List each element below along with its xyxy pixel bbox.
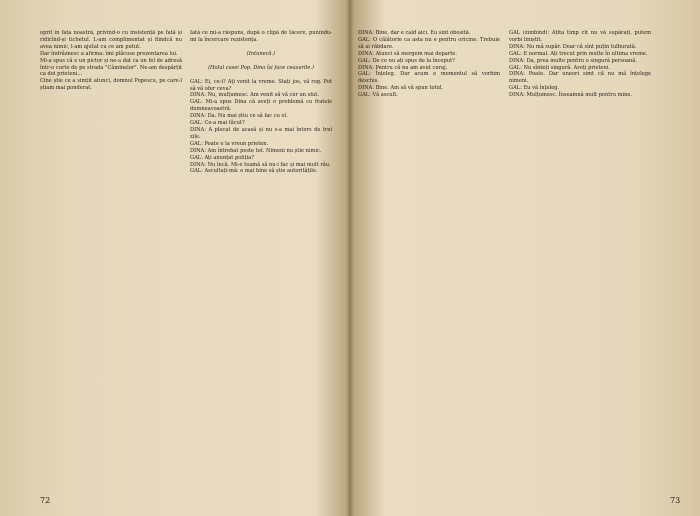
left-page (0, 0, 348, 516)
paragraph: Iată ce mi-a răspuns, după o clipă de tăcere, punîndu-mi la încercare rezistența. (190, 30, 332, 43)
dialogue-line: DINA: A plecat de acasă și nu s-a mai întors de trei zile. (190, 126, 332, 140)
dialogue-line: DINA: Nu mă supăr. Doar că sînt puțin tulburată. (509, 43, 637, 50)
paragraph: Mi-a spus că e un pictor și ne-a dat ca un fel de adresă într-o curte de pe strada "Căminelor". Ne-am despărțit ca doi prieteni... (40, 57, 182, 78)
dialogue-line: DINA: Nu încă. Mi-e teamă să nu-i fac și mai mult rău. (190, 161, 331, 168)
dialogue-line: GAL: O călătorie ca asta nu e pentru oricine. Trebuie să ai răbdare. (358, 36, 500, 50)
right-column-2 (509, 30, 651, 498)
dialogue-line: GAL: Înțeleg. Dar acum e momentul să vorbim deschis. (358, 71, 500, 85)
dialogue-line: GAL: Ce-a mai făcut? (190, 120, 245, 127)
paragraph: Cine știe ce a simțit atunci, domnul Popescu, pe care-l știam mai ponderat. (40, 78, 182, 92)
dialogue-line: GAL: De ce nu ați spus de la început? (358, 57, 455, 64)
page-number-left: 72 (40, 496, 51, 505)
paragraph: oprit în fața noastră, privind-o cu insistență pe fată și ridicînd-și tichetul. L-am complimentat și fiindcă nu avea nimic, l-am ajutat cu ce am putut. (40, 30, 182, 50)
dialogue-line: GAL: Nu sînteți singură. Aveți prieteni. (509, 64, 611, 71)
left-column-2 (190, 30, 332, 498)
stage-direction: (Holul casei Pop. Dina își face ceasurile.) (208, 64, 314, 71)
left-column-1 (40, 30, 182, 498)
stage-direction: (Intunecă.) (246, 50, 276, 57)
dialogue-line: GAL: Poate e la vreun prieten. (190, 140, 269, 147)
paragraph: Dar îndrăznesc a afirma: îmi plăcuse prezentarea lui. (40, 50, 178, 57)
dialogue-line: DINA: Mulțumesc. Înseamnă mult pentru mine. (509, 92, 633, 99)
dialogue-line: DINA: Pentru că nu am avut curaj. (358, 64, 448, 71)
dialogue-line: GAL: Ați anunțat poliția? (190, 154, 255, 161)
dialogue-line: GAL: Vă ascult. (358, 92, 398, 99)
dialogue-line: DINA: Am întrebat peste tot. Nimeni nu știe nimic. (190, 147, 322, 154)
dialogue-line: GAL: Ei, ce-i? Ați venit la vreme. Stați jos, vă rog. Pot să vă ofer ceva? (190, 78, 332, 92)
dialogue-line: DINA: Poate. Dar uneori simt că nu mă înțelege nimeni. (509, 71, 651, 85)
dialogue-line: GAL: Eu vă înțeleg. (509, 85, 560, 92)
dialogue-line: GAL: Mi-a spus Dina că aveți o problemă cu fratele dumneavoastră. (190, 99, 332, 113)
right-column-1 (358, 30, 500, 498)
right-page (352, 0, 700, 516)
dialogue-line: GAL: Ascultați-mă: e mai bine să știe autoritățile. (190, 168, 318, 175)
dialogue-line: DINA: Da, prea multe pentru o singură persoană. (509, 57, 637, 64)
dialogue-line: DINA: Da. Nu mai știu ce să fac cu el. (190, 113, 288, 120)
dialogue-line: DINA: Atunci să mergem mai departe. (358, 50, 457, 57)
dialogue-line: DINA: Bine, dar e cald aici. Eu sînt obosită. (358, 30, 471, 36)
dialogue-line: DINA: Nu, mulțumesc. Am venit să vă cer un sfat. (190, 92, 319, 99)
page-number-right: 73 (670, 496, 681, 505)
dialogue-line: DINA: Bine. Am să vă spun totul. (358, 85, 444, 92)
dialogue-line: GAL: E normal. Ați trecut prin multe în ultima vreme. (509, 50, 648, 57)
dialogue-line: GAL (zîmbind): Atîta timp cît nu vă supărați, putem vorbi liniștit. (509, 30, 651, 43)
